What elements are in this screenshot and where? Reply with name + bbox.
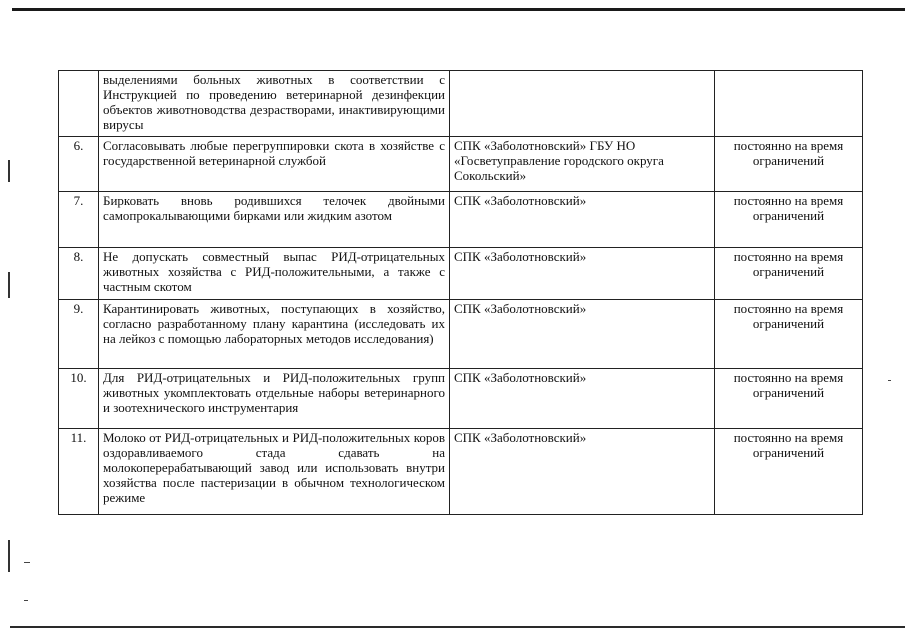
bottom-scan-border — [10, 626, 905, 628]
row-number: 8. — [59, 248, 99, 300]
scan-speck — [888, 380, 891, 381]
deadline-text: постоянно на время ограничений — [715, 429, 863, 515]
measure-text: Не допускать совместный выпас РИД-отрицательных животных хозяйства с РИД-положительными, а также с частным скотом — [99, 248, 450, 300]
top-scan-border — [12, 8, 905, 11]
row-number: 10. — [59, 369, 99, 429]
measure-text: Согласовывать любые перегруппировки скота в хозяйстве с государственной ветеринарной службой — [99, 137, 450, 192]
deadline-text: постоянно на время ограничений — [715, 137, 863, 192]
responsible-text: СПК «Заболотновский» — [450, 429, 715, 515]
responsible-text: СПК «Заболотновский» — [450, 369, 715, 429]
scan-margin-mark — [8, 540, 10, 572]
table-row — [59, 137, 863, 192]
responsible-line: СПК «Заболотновский» ГБУ НО «Госветуправление городского округа Сокольский» — [454, 138, 664, 183]
row-number — [59, 71, 99, 137]
table-row — [59, 300, 863, 369]
responsible-text — [450, 71, 715, 137]
deadline-text: постоянно на время ограничений — [715, 369, 863, 429]
measure-text: Карантинировать животных, поступающих в хозяйство, согласно разработанному плану карантина (исследовать их на лейкоз с помощью лабораторных методов исследования) — [99, 300, 450, 369]
measure-text: Бирковать вновь родившихся телочек двойными самопрокалывающими бирками или жидким азотом — [99, 192, 450, 248]
deadline-text: постоянно на время ограничений — [715, 248, 863, 300]
scan-margin-mark — [8, 160, 10, 182]
measures-table — [58, 70, 863, 515]
row-number: 11. — [59, 429, 99, 515]
responsible-text: СПК «Заболотновский» — [450, 300, 715, 369]
measure-text: Молоко от РИД-отрицательных и РИД-положительных коров оздоравливаемого стада сдавать на молокоперерабатывающий завод или использовать внутри хозяйства после пастеризации в обычном технологическом режиме — [99, 429, 450, 515]
responsible-text: СПК «Заболотновский» — [450, 248, 715, 300]
deadline-text: постоянно на время ограничений — [715, 192, 863, 248]
deadline-text: постоянно на время ограничений — [715, 300, 863, 369]
row-number: 7. — [59, 192, 99, 248]
deadline-text — [715, 71, 863, 137]
table-row — [59, 369, 863, 429]
row-number: 9. — [59, 300, 99, 369]
row-number: 6. — [59, 137, 99, 192]
table-row — [59, 71, 863, 137]
measure-text: Для РИД-отрицательных и РИД-положительных групп животных укомплектовать отдельные наборы ветеринарного и зоотехнического инструментария — [99, 369, 450, 429]
scan-speck — [24, 562, 30, 563]
responsible-text: СПК «Заболотновский» — [450, 192, 715, 248]
responsible-text — [450, 137, 715, 192]
table-row — [59, 192, 863, 248]
table-row — [59, 429, 863, 515]
scan-margin-mark — [8, 272, 10, 298]
measure-text: выделениями больных животных в соответствии с Инструкцией по проведению ветеринарной дезинфекции объектов животноводства дезрастворами, инактивирующими вирусы — [99, 71, 450, 137]
table-row — [59, 248, 863, 300]
scan-speck — [24, 600, 28, 601]
